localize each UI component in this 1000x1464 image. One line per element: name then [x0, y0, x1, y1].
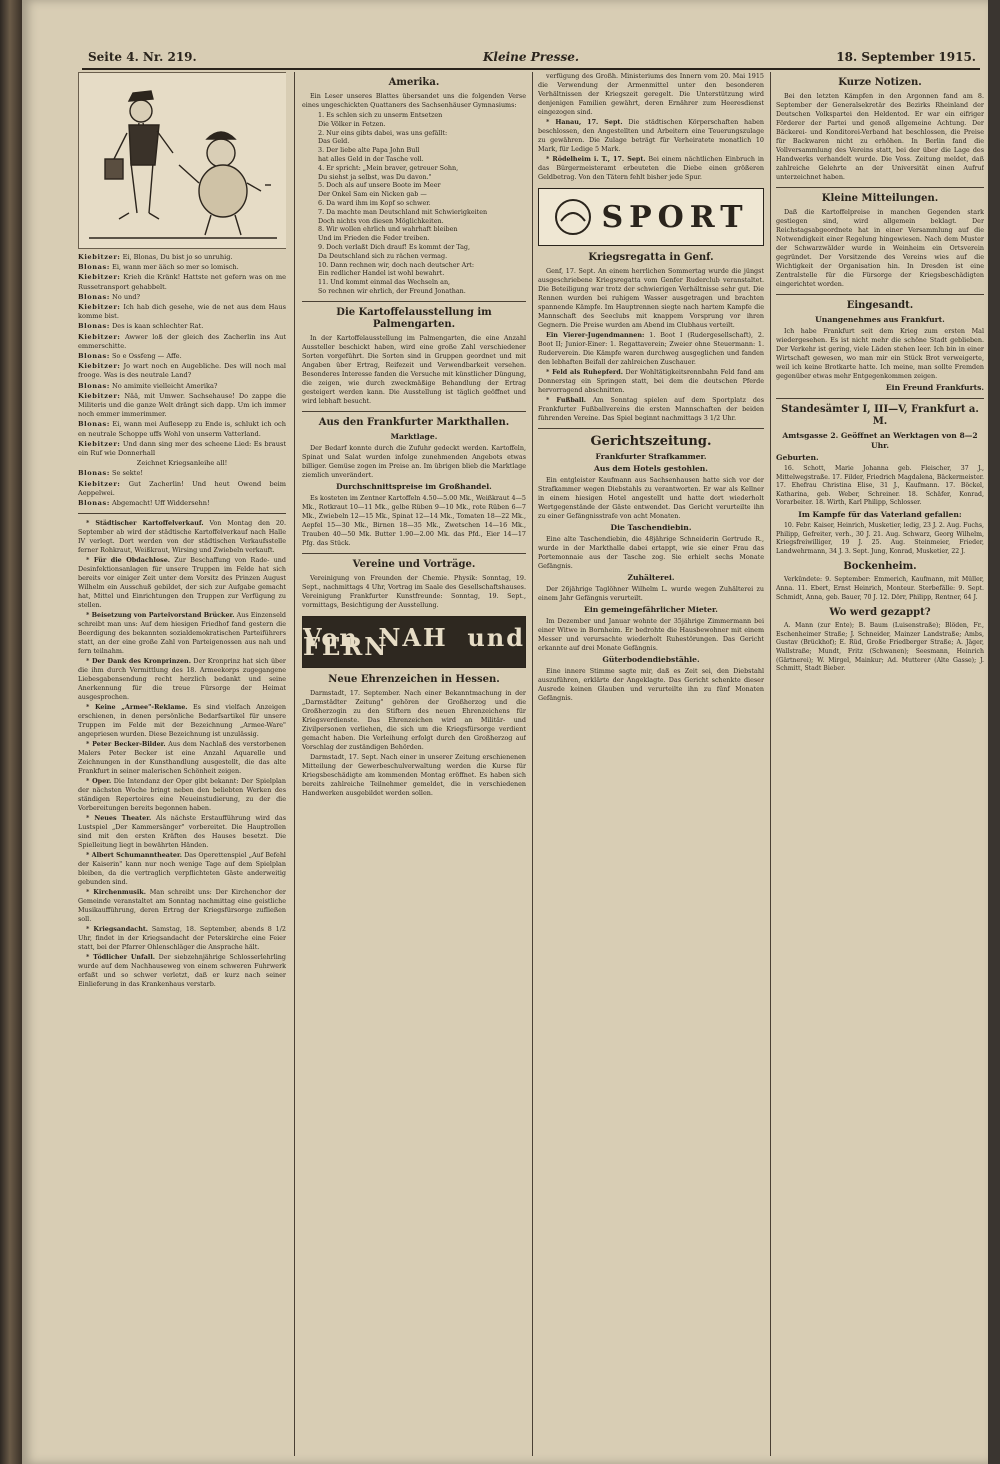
article-text: Ich habe Frankfurt seit dem Krieg zum ersten Mal wiedergesehen. Es ist nicht mehr die schöne Stadt geblieben. Der Verkehr ist gering, viele Läden stehen leer. Ich bin in einer Wirtschaft gewesen, wo man mir ein Stück Brot verweigerte, weil ich keine Brotkarte hatte. Ich meine, man sollte Fremden gegenüber etwas mehr Entgegenkommen zeigen. — [776, 327, 984, 380]
section-heading: Wo werd gezappt? — [829, 607, 931, 619]
poem-line: Der Onkel Sam ein Nicken gab — — [318, 190, 427, 199]
article-text: Der Bedarf konnte durch die Zufuhr gedeckt werden. Kartoffeln, Spinat und Salat wurden infolge zunehmenden Angebots etwas billiger. Gemüse zogen im Preise an. Im übrigen blieb die Marktlage ziemlich unverändert. — [302, 443, 526, 479]
dialog-text: Und dann sing mer des scheene Lied: Es braust ein Ruf wie Donnerhall — [78, 439, 286, 458]
news-item — [78, 657, 286, 702]
dialog-speaker: Kiebitzer: — [78, 253, 121, 261]
news-item-text: Samstag, 18. September, abends 8 1/2 Uhr, findet in der Kriegsandacht der Peterskirche eine Feier statt, bei der Pfarrer Ohlenschläger die Ansprache hält. — [78, 925, 286, 952]
dialog-speaker: Blonas: — [78, 420, 110, 429]
news-item-title: * Fußball. — [546, 396, 587, 404]
news-item-title: * Der Dank des Kronprinzen. — [86, 657, 191, 666]
news-item — [78, 925, 286, 952]
article-text: Daß die Kartoffelpreise in manchen Gegenden stark gestiegen sind, wird allgemein beklagt. Der Reichstagsabgeordnete hat in einer Versammlung auf die Notwendigkeit einer Regelung hingewiesen. Nach dem Muster der Schwarzwälder wurde in Weinheim ein Ortsverein gegründet. Der Vorsitzende des Vereins wies auf die Wichtigkeit der Organisation hin. In Dresden ist eine Zentralstelle für die Fürsorge der Kriegsbeschädigten eingerichtet worden. — [776, 208, 984, 288]
dialog-line — [78, 263, 286, 272]
section-heading: Amerika. — [388, 77, 440, 88]
poem-line: 6. Da ward ihm im Kopf so schwer. — [318, 198, 431, 207]
price-list: Es kosteten im Zentner Kartoffeln 4.50—5.00 Mk., Weißkraut 4—5 Mk., Rotkraut 10—11 Mk., gelbe Rüben 9—10 Mk., rote Rüben 6—7 Mk., Zwiebeln 12—15 Mk., Spinat 12—14 Mk., Tomaten 18—22 Mk., Aepfel 15—30 Mk., Birnen 18—35 Mk., Zwetschen 14—16 Mk., Trauben 40—50 Mk. Butter 1.90—2.00 Mk. das Pfd., Eier 14—17 Pfg. das Stück. — [302, 493, 526, 547]
poem-line: 10. Dann rechnen wir, doch nach deutscher Art: — [318, 260, 475, 269]
section-heading: Aus den Frankfurter Markthallen. — [318, 416, 510, 428]
signature-line: Ein Freund Frankfurts. — [885, 383, 984, 392]
dialog-line — [78, 352, 286, 361]
column-3 — [538, 72, 764, 1456]
poem-line: 2. Nur eins gibts dabei, was uns gefällt: — [318, 128, 448, 137]
dialog-text: Krieh die Kränk! Hattste net gefern was on me Russetransport gehabbelt. — [78, 273, 286, 291]
news-item-title: * Oper. — [86, 777, 112, 786]
section-subheading: Güterbodendiebstähle. — [602, 655, 700, 664]
column-2 — [302, 72, 526, 1456]
column-rule — [532, 72, 533, 1456]
news-item-text: Aus Einzenseld schreibt man uns: Auf dem hiesigen Friedhof fand gestern die Beerdigung des bekannten sozialdemokratischen Parteiführers statt, an der eine große Zahl von Parteigenossen aus nah und fern teilnahm. — [78, 611, 286, 656]
news-item-text: Der Wohltätigkeitsrennbahn Feld fand am Donnerstag ein Springen statt, bei dem die deutschen Pferde hervorragend abschnitten. — [538, 368, 764, 394]
dialog-line — [78, 392, 286, 420]
poem-line: hat alles Geld in der Tasche voll. — [318, 154, 424, 163]
news-item — [78, 703, 286, 739]
section-subheading: Marktlage. — [390, 431, 438, 441]
dialog-line — [78, 499, 286, 508]
dialog-text: So e Ossfeng — Affe. — [112, 352, 182, 361]
news-item-title: * Kriegsandacht. — [86, 925, 149, 934]
divider — [776, 398, 984, 399]
book-spine — [0, 0, 22, 1464]
masthead — [82, 50, 980, 70]
section-subheading: Zuhälterei. — [627, 573, 675, 582]
dialog-line — [78, 440, 286, 458]
dialog-speaker: Blonas: — [78, 263, 110, 272]
dialog-text: No amimite vielleicht Amerika? — [112, 381, 218, 390]
dialog-line — [78, 459, 286, 468]
news-item — [78, 556, 286, 610]
list-heading: Geburten. — [776, 453, 819, 462]
list-heading: Im Kampfe für das Vaterland gefallen: — [798, 509, 962, 519]
article-text: Darmstadt, 17. September. Nach einer Bekanntmachung in der „Darmstädter Zeitung" gehören der Großherzog und die Großherzogin zu den Stiftern des neuen Ehrenzeichens für Kriegsverdienste. Das Ehrenzeichen wird an Militär- und Zivilpersonen verliehen, die sich um die Kriegsfürsorge verdient gemacht haben. Die Verleihung erfolgt durch den Großherzog auf Vorschlag der zuständigen Behörden. — [302, 688, 526, 751]
poem-line: So rechnen wir ehrlich, der Freund Jonathan. — [318, 286, 466, 295]
dialog-line — [78, 293, 286, 302]
poem-line: 8. Wir wollen ehrlich und wahrhaft bleiben — [318, 225, 458, 234]
dialog-text: Des is kaan schlechter Rat. — [112, 322, 204, 331]
dialog-text: Jo wart noch en Augebliche. Des will noch mal frooge. Was is des neutrale Land? — [78, 362, 286, 380]
article-text: Eine alte Taschendiebin, die 48jährige Schneiderin Gertrude R., wurde in der Markthalle dabei ertappt, wie sie einer Frau das Portemonnaie aus der Tasche zog. Sie erhielt sechs Monate Gefängnis. — [538, 535, 764, 570]
section-subheading: Frankfurter Strafkammer. — [595, 452, 707, 461]
poem-line: 1. Es schlen sich zu unserm Entsetzen — [318, 111, 443, 119]
dialog-speaker: Kiebitzer: — [78, 479, 121, 488]
dialog-text: Se sekte! — [112, 469, 143, 478]
news-item-text: Von Montag den 20. September ab wird der städtische Kartoffelverkauf nach Halle IV verlegt. Dort werden von der städtischen Verkaufsstelle ferner Rohkraut, Weißkraut, Wirsing und Zwiebeln verkauft. — [78, 519, 286, 555]
dialog-text: Abgemacht! Uff Widdersehn! — [112, 499, 210, 508]
news-item-text: Als nächste Erstaufführung wird das Lustspiel „Der Kammersänger" vorbereitet. Die Hauptrollen sind mit den ersten Kräften des Hauses besetzt. Die Spielleitung liegt in bewährten Händen. — [78, 814, 286, 850]
section-heading: Vereine und Vorträge. — [352, 558, 476, 570]
article-text: Der 26jährige Taglöhner Wilhelm L. wurde wegen Zuhälterei zu einem Jahr Gefängnis verurteilt. — [538, 585, 764, 602]
dialog-speaker: Kiebitzer: — [78, 391, 121, 400]
news-item-title: * Rödelheim i. T., 17. Sept. — [546, 155, 646, 163]
section-heading: Eingesandt. — [846, 300, 914, 311]
dialog-line — [78, 322, 286, 331]
dialog-line — [78, 420, 286, 438]
section-subheading: Aus dem Hotels gestohlen. — [594, 464, 708, 473]
dialog-speaker: Blonas: — [78, 322, 110, 331]
divider — [538, 428, 764, 429]
article-text: Bei den letzten Kämpfen in den Argonnen fand am 8. September der Generalsekretär des Bezirks Rheinland der Deutschen Volkspartei den Heldentod. Er war ein eifriger Förderer der Partei und genoß allgemeine Achtung. Der Bäckerei- und Konditorei-Verband hat beschlossen, die Preise für Backwaren nicht zu erhöhen. In Berlin fand die Vollversammlung des Vereins statt, bei der über die Lage des Handwerks verhandelt wurde. Die Voss. Zeitung meldet, daß zahlreiche Gelehrte an der Universität einen Aufruf unterzeichnet haben. — [776, 92, 984, 181]
news-item-title: * Hanau, 17. Sept. — [546, 118, 623, 126]
dialog-text: Awwer loß der gleich des Zacherlin ins Aut emmerschitte. — [78, 332, 286, 350]
paper-name: Kleine Presse. — [482, 50, 580, 64]
column-rule — [294, 72, 295, 1456]
divider — [776, 187, 984, 188]
section-heading: Standesämter I, III—V, Frankfurt a. M. — [781, 404, 979, 427]
divider — [302, 411, 526, 412]
news-item-title: * Städtischer Kartoffelverkauf. — [86, 519, 204, 528]
issue-date: 18. September 1915. — [836, 50, 976, 64]
poem-line: 7. Da machte man Deutschland mit Schwierigkeiten — [318, 207, 488, 216]
section-subheading: Ein gemeingefährlicher Mieter. — [584, 605, 718, 614]
dialog-speaker: Blonas: — [78, 292, 110, 301]
section-banner-sport — [538, 188, 764, 246]
dialog-speaker: Kiebitzer: — [78, 362, 121, 371]
article-text: verfügung des Großh. Ministeriums des Innern vom 20. Mai 1915 die Verwendung der Armenmittel unter den besonderen Verhältnissen der Kriegszeit geregelt. Die Unterstützung wird denjenigen Familien gewährt, deren Ernährer zum Heeresdienst eingezogen sind. — [538, 72, 764, 116]
dialog-line — [78, 480, 286, 498]
dialog-text: Gut Zacherlin! Und heut Owend beim Aeppelwei. — [78, 479, 286, 497]
section-subheading: Unangenehmes aus Frankfurt. — [815, 315, 945, 324]
section-heading: Bockenheim. — [843, 561, 917, 573]
section-subheading: Durchschnittspreise im Großhandel. — [336, 481, 492, 491]
dialog-speaker: Kiebitzer: — [78, 303, 121, 312]
section-heading: Kriegsregatta in Genf. — [588, 252, 714, 263]
section-heading: Kurze Notizen. — [838, 77, 922, 88]
column-4 — [776, 72, 984, 1456]
news-item — [78, 814, 286, 850]
divider — [302, 553, 526, 554]
poem-line: Das Geld. — [318, 137, 350, 146]
cartoon-drawing — [79, 73, 286, 248]
dialog-line — [78, 333, 286, 351]
poem-line: 11. Und kommt einmal das Wechseln an, — [318, 278, 451, 287]
dialog-line — [78, 273, 286, 291]
news-item — [78, 888, 286, 924]
section-subheading: Die Taschendiebin. — [610, 523, 692, 532]
section-subheading: Amtsgasse 2. Geöffnet an Werktagen von 8—2 Uhr. — [782, 431, 978, 450]
poem-line: 5. Doch als auf unsere Boote im Meer — [318, 181, 441, 190]
divider — [776, 294, 984, 295]
dialog-line — [78, 469, 286, 478]
poem-line: Du siehst ja selbst, was Du davon." — [318, 172, 432, 181]
poem-line: 3. Der liebe alte Papa John Bull — [318, 146, 420, 155]
dialog-text: Zeichnet Kriegsanleihe all! — [136, 459, 228, 468]
article-text: Vereinigung von Freunden der Chemie. Physik: Sonntag, 19. Sept., nachmittags 4 Uhr, Vortrag im Saale des Gesellschaftshauses. Vereinigung Frankfurter Kunstfreunde: Sonntag, 19. Sept., vormittags, Besichtigung der Ausstellung. — [302, 573, 526, 609]
poem — [302, 111, 526, 296]
dialog-text: Ei, wann mer ääch so mer so lomisch. — [112, 263, 239, 272]
banner-text: SPORT — [601, 199, 749, 235]
news-item-title: * Peter Becker-Bilder. — [86, 740, 166, 749]
dialog-speaker: Blonas: — [78, 352, 110, 361]
news-item-text: 1. Boot I (Rudergesellschaft), 2. Boot II; Junior-Einer: 1. Regattaverein; Zweier ohne Steuermann: 1. Ruderverein. Die Kämpfe waren durchweg ausgeglichen und fanden den lebhaften Beifall der zahlreichen Zuschauer. — [538, 331, 764, 366]
news-item-title: * Tödlicher Unfall. — [86, 953, 156, 962]
section-heading: Kleine Mitteilungen. — [821, 193, 939, 204]
dialog-text: No und? — [112, 292, 141, 301]
news-item-text: Aus dem Nachlaß des verstorbenen Malers Peter Becker ist eine Anzahl Aquarelle und Zeichnungen in der Kunsthandlung ausgestellt, die das alte Frankfurt in seiner malerischen Schönheit zeigen. — [78, 740, 286, 776]
divider — [78, 513, 286, 514]
dialog-speaker: Kiebitzer: — [78, 273, 121, 282]
dialog-speaker: Kiebitzer: — [78, 439, 121, 448]
article-text: In der Kartoffelausstellung im Palmengarten, die eine Anzahl Aussteller beschickt haben, wird eine große Zahl verschiedener Sorten vorgeführt. Die Sorten sind in Gruppen geordnet und mit Angaben über Ertrag, Reifezeit und Verwendbarkeit versehen. Besonderes Interesse fanden die Versuche mit künstlicher Düngung, die zeigen, wie durch zweckmäßige Behandlung der Ertrag gesteigert werden kann. Die Ausstellung ist täglich geöffnet und wird lebhaft besucht. — [302, 333, 526, 405]
poem-line: 9. Doch verlaßt Dich drauf! Es kommt der Tag, — [318, 242, 470, 251]
news-item — [78, 851, 286, 887]
article-text: Darmstadt, 17. Sept. Nach einer in unserer Zeitung erschienenen Mitteilung der Gewerbeschulverwaltung werden die Kurse für Kriegsbeschädigte am kommenden Montag eröffnet. Es haben sich bereits zahlreiche Teilnehmer gemeldet, die in verschiedenen Handwerken ausgebildet werden sollen. — [302, 752, 526, 797]
dialog-line — [78, 382, 286, 391]
news-item-title: * Für die Obdachlose. — [86, 556, 171, 565]
news-item — [538, 368, 764, 395]
cartoon-illustration — [78, 72, 286, 249]
news-item — [78, 740, 286, 776]
news-item-title: * Neues Theater. — [86, 814, 152, 823]
column-1 — [78, 72, 286, 1456]
news-item-title: * Kirchenmusik. — [86, 888, 146, 897]
poem-line: Ein redlicher Handel ist wohl bewahrt. — [318, 269, 445, 278]
banner-text: Von NAH und FERN — [303, 622, 525, 661]
article-text: Ein entgleister Kaufmann aus Sachsenhausen hatte sich vor der Strafkammer wegen Diebstahls zu verantworten. Er war als Kellner in einem hiesigen Hotel angestellt und hatte dort wiederholt Wertgegenstände der Gäste entwendet. Das Gericht verurteilte ihn zu einer Gefängnisstrafe von acht Monaten. — [538, 476, 764, 520]
dialog-line — [78, 253, 286, 262]
section-heading: Gerichtszeitung. — [590, 434, 712, 449]
dialog-speaker: Kiebitzer: — [78, 332, 121, 341]
poem-line: 4. Er spricht: „Mein braver, getreuer Sohn, — [318, 163, 459, 172]
news-item-text: Es sind vielfach Anzeigen erschienen, in denen persönliche Bedarfsartikel für unsere Truppen im Felde mit der Bezeichnung „Armee-Ware" angepriesen wurden. Diese Bezeichnung ist unzulässig. — [78, 703, 286, 739]
section-heading: Neue Ehrenzeichen in Hessen. — [328, 673, 500, 685]
dialog-speaker: Blonas: — [78, 381, 110, 390]
register-list: 10. Febr. Kaiser, Heinrich, Musketier, ledig, 23 J. 2. Aug. Fuchs, Philipp, Gefreiter, verh., 30 J. 21. Aug. Schwarz, Georg Wilhelm, Kriegsfreiwilliger, 19 J. 25. Aug. Steinmeier, Frieder, Landwehrmann, 34 J. 3. Sept. Jung, Konrad, Musketier, 22 J. — [776, 521, 984, 555]
news-item — [78, 777, 286, 813]
dialog-speaker: Blonas: — [78, 499, 110, 508]
news-item-title: * Beisetzung von Parteivorstand Brücker. — [86, 611, 235, 620]
poem-intro: Ein Leser unseres Blattes übersandet uns die folgenden Verse eines ungeschickten Quattaners des Sachsenhäuser Gymnasiums: — [302, 92, 526, 109]
column-rule — [770, 72, 771, 1456]
dialog-text: Ich hab dich gesehe, wie de net aus dem Haus komme bist. — [78, 303, 286, 321]
article-text: Genf, 17. Sept. An einem herrlichen Sommertag wurde die jüngst ausgeschriebene Kriegsregatta vom Genfer Ruderclub veranstaltet. Die Beteiligung war trotz der schwierigen Verhältnisse sehr gut. Die Rennen wurden bei ruhigem Wasser ausgetragen und brachten spannende Kämpfe. Im Hauptrennen siegte nach hartem Kampfe die Mannschaft des Seeclubs mit knappem Vorsprung vor ihren Gegnern. Die Preise wurden am Abend im Clubhaus verteilt. — [538, 267, 764, 329]
register-list: 16. Schott, Marie Johanna geb. Fleischer, 37 J., Mittelwegstraße. 17. Filder, Friedrich Magdalena, Bäckermeister. 17. Ehefrau Christina Elise, 31 J., Kaufmann. 17. Böckel, Katharina, geb. Weber, Schreiner. 18. Schäfer, Konrad, Vorarbeiter. 18. Wirth, Karl Philipp, Schlosser. — [776, 465, 984, 507]
news-item — [538, 396, 764, 423]
poem-line: Und im Frieden die Feder treiben. — [318, 234, 430, 243]
news-item-title: * Keine „Armee"-Reklame. — [86, 703, 188, 712]
poem-line: Da Deutschland sich zu rächen vermag. — [318, 251, 448, 260]
poem-line: Die Völker in Fetzen. — [318, 119, 386, 128]
news-item-text: Die städtischen Körperschaften haben beschlossen, den Angestellten und Arbeitern eine Teuerungszulage zu gewähren. Die Zulage beträgt für Verheiratete monatlich 10 Mark, für Ledige 5 Mark. — [538, 118, 764, 153]
news-item — [538, 155, 764, 182]
page-number: Seite 4. Nr. 219. — [88, 50, 197, 64]
news-item-text: Bei einem nächtlichen Einbruch in das Bürgermeisteramt erbeuteten die Diebe einen größeren Geldbetrag. Von den Tätern fehlt bisher jede Spur. — [538, 155, 764, 181]
divider — [302, 301, 526, 302]
news-item — [78, 953, 286, 989]
news-item — [538, 118, 764, 154]
news-item — [78, 611, 286, 656]
article-text: Eine innere Stimme sagte mir, daß es Zeit sei, den Diebstahl auszuführen, erklärte der Angeklagte. Das Gericht schenkte dieser Ausrede keinen Glauben und verurteilte ihn zu fünf Monaten Gefängnis. — [538, 667, 764, 702]
dialog-line — [78, 362, 286, 380]
poem-line: Doch nichts von diesen Möglichkeiten. — [318, 216, 444, 225]
news-item-text: Das Operettenspiel „Auf Befehl der Kaiserin" kann nur noch wenige Tage auf dem Spielplan bleiben, da die vertraglich verpflichteten Gäste anderweitig gebunden sind. — [78, 851, 286, 887]
news-item-text: Man schreibt uns: Der Kirchenchor der Gemeinde veranstaltet am Sonntag nachmittag eine geistliche Musikaufführung, deren Ertrag der Kriegsfürsorge zufließen soll. — [78, 888, 286, 924]
section-banner-nah-und-fern — [302, 616, 526, 668]
register-list: Verkündete: 9. September: Emmerich, Kaufmann, mit Müller, Anna. 11. Ebert, Ernst Heinrich, Monteur. Sterbefälle: 9. Sept. Schmidt, Anna, geb. Bauer, 70 J. 12. Dörr, Philipp, Rentner, 64 J. — [776, 576, 984, 601]
news-item-text: Der siebzehnjährige Schlosserlehrling wurde auf dem Nachhauseweg von einem schweren Fuhrwerk erfaßt und so schwer verletzt, daß er kurz nach seiner Einlieferung in das Krankenhaus verstarb. — [78, 953, 286, 989]
news-item-title: Ein Vierer-Jugendmannen: — [546, 331, 645, 339]
dialog-line — [78, 303, 286, 321]
sport-emblem-icon — [553, 197, 593, 237]
news-item-title: * Albert Schumanntheater. — [86, 851, 182, 860]
newspaper-page — [22, 0, 988, 1464]
news-item-text: Am Sonntag spielen auf dem Sportplatz des Frankfurter Fußballvereins die ersten Mannschaften der beiden führenden Vereine. Das Spiel beginnt nachmittags 3 1/2 Uhr. — [538, 396, 764, 422]
news-item-text: Zur Beschaffung von Rade- und Desinfektionsanlagen für unsere Truppen im Felde hat sich bereits vor einiger Zeit unter dem Vorsitz des Prinzen August Wilhelm ein Ausschuß gebildet, der sich zur Aufgabe gemacht hat, Mittel und Einrichtungen den Truppen zur Verfügung zu stellen. — [78, 556, 286, 610]
tavern-list: A. Mann (zur Ente); B. Baum (Luisenstraße); Blöden, Fr., Eschenheimer Straße; J. Schneider, Mainzer Landstraße; Ambs, Gustav (Brückhof); E. Rüd, Große Friedberger Straße; A. Jäger, Wallstraße; Mundt, Fritz (Schwanen); Seesmann, Heinrich (Gärtnerei); W. Mirgel, Mainkur; Ad. Mutterer (Alte Gasse); J. Schmitt, Stadt Bieber. — [776, 622, 984, 673]
article-text: Im Dezember und Januar wohnte der 35jährige Zimmermann bei einer Witwe in Bornheim. Er bedrohte die Hausbewohner mit einem Messer und verursachte wiederholt Ruhestörungen. Das Gericht erkannte auf drei Monate Gefängnis. — [538, 617, 764, 652]
dialog-speaker: Blonas: — [78, 469, 110, 478]
dialog-text: Ei, Blonas, Du bist jo so unruhig. — [122, 253, 233, 261]
news-item-title: * Feld als Ruhepferd. — [546, 368, 623, 376]
dialog-text: Ei, wann mei Auflesepp zu Ende is, schlukt ich och en neutrale Schoppe uffs Wohl von unserm Vatterland. — [78, 420, 286, 438]
news-item-text: Die Intendanz der Oper gibt bekannt: Der Spielplan der nächsten Woche bringt neben den beliebten Werken des ständigen Repertoires eine Neueinstudierung, zu der die Vorbereitungen bereits begonnen haben. — [78, 777, 286, 813]
dialog-text: Nää, mit Umwer. Sachsehause! Do zappe die Militeris und die ganze Welt drängt sich dapp. Um ich immer noch emmer immerimmer. — [78, 391, 286, 419]
section-heading: Die Kartoffelausstellung im Palmengarten. — [336, 306, 492, 330]
news-item — [538, 331, 764, 367]
dialog-block — [78, 253, 286, 508]
news-item-text: Der Kronprinz hat sich über die ihm durch Vermittlung des 18. Armeekorps zugegangene Liebesgabensendung recht herzlich bedankt und seine Anerkennung für die treue Fürsorge der Heimat ausgesprochen. — [78, 657, 286, 702]
news-item — [78, 519, 286, 555]
